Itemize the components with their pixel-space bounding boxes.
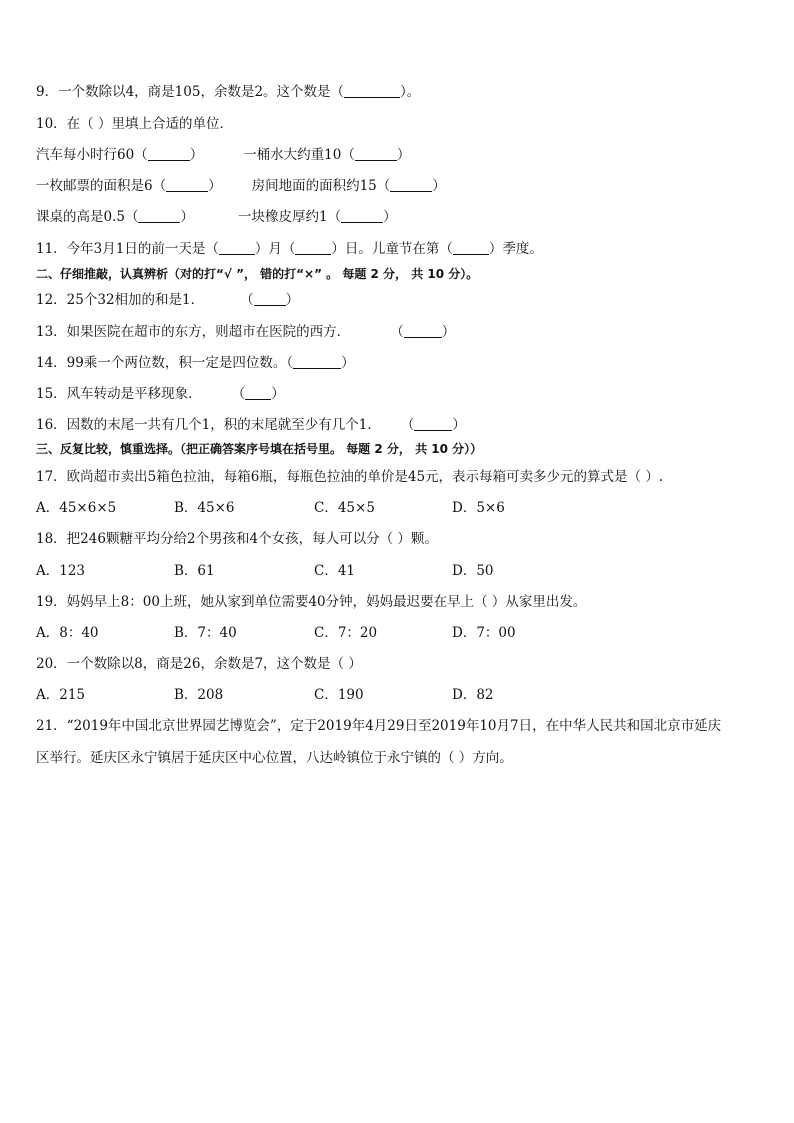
option-c[interactable]: C．45×5	[314, 500, 375, 516]
question-21-line-1: 21．“2019年中国北京世界园艺博览会”，定于2019年4月29日至2019年10月7日，在中华人民共和国北京市延庆	[36, 718, 722, 734]
option-a[interactable]: A．45×6×5	[36, 500, 117, 516]
answer-blank[interactable]	[254, 291, 286, 306]
question-16: 16．因数的末尾一共有几个1，积的末尾就至少有几个1． （ ）	[36, 417, 466, 433]
question-18: 18．把246颗糖平均分给2个男孩和4个女孩，每人可以分（ ）颗。	[36, 531, 438, 547]
question-13: 13．如果医院在超市的东方，则超市在医院的西方． （ ）	[36, 324, 456, 340]
question-15: 15．风车转动是平移现象． （ ）	[36, 386, 285, 402]
answer-blank[interactable]	[166, 177, 208, 192]
answer-blank[interactable]	[453, 240, 489, 255]
question-19: 19．妈妈早上8：00上班，她从家到单位需要40分钟，妈妈最迟要在早上（ ）从家里出发。	[36, 594, 587, 610]
answer-blank[interactable]	[414, 416, 452, 431]
question-10: 10．在（ ）里填上合适的单位．	[36, 116, 233, 132]
question-17: 17．欧尚超市卖出5箱色拉油，每箱6瓶，每瓶色拉油的单价是45元，表示每箱可卖多少元的算式是（ ）.	[36, 469, 664, 485]
option-d[interactable]: D．50	[452, 563, 494, 579]
answer-blank[interactable]	[355, 146, 397, 161]
question-10-row-1: 汽车每小时行60（ ） 一桶水大约重10（ ）	[36, 147, 411, 163]
question-14: 14．99乘一个两位数，积一定是四位数。（ ）	[36, 355, 355, 371]
question-20: 20．一个数除以8，商是26，余数是7，这个数是（ ）	[36, 656, 362, 672]
option-d[interactable]: D．7：00	[452, 625, 516, 641]
answer-blank[interactable]	[138, 208, 180, 223]
option-b[interactable]: B．208	[174, 687, 224, 703]
section-3-heading: 三、反复比较，慎重选择。（把正确答案序号填在括号里。 每题 2 分， 共 10 分））	[36, 442, 483, 456]
option-c[interactable]: C．7：20	[314, 625, 378, 641]
section-2-heading: 二、仔细推敲，认真辨析（对的打“√ ”， 错的打“×” 。 每题 2 分， 共 10 分）。	[36, 267, 479, 281]
option-c[interactable]: C．190	[314, 687, 364, 703]
answer-blank[interactable]	[148, 146, 190, 161]
answer-blank[interactable]	[404, 323, 442, 338]
option-b[interactable]: B．7：40	[174, 625, 237, 641]
answer-blank[interactable]	[245, 385, 271, 400]
option-b[interactable]: B．61	[174, 563, 215, 579]
option-d[interactable]: D．5×6	[452, 500, 505, 516]
question-10-row-2: 一枚邮票的面积是6（ ） 房间地面的面积约15（ ）	[36, 178, 446, 194]
answer-blank[interactable]	[390, 177, 432, 192]
answer-blank[interactable]	[293, 354, 341, 369]
option-a[interactable]: A．123	[36, 563, 86, 579]
question-9: 9．一个数除以4，商是105，余数是2。这个数是（ ）。	[36, 84, 421, 100]
question-12: 12．25个32相加的和是1． （ ）	[36, 292, 300, 308]
option-c[interactable]: C．41	[314, 563, 356, 579]
option-a[interactable]: A．8：40	[36, 625, 99, 641]
question-11: 11．今年3月1日的前一天是（ ）月（ ）日。儿童节在第（ ）季度。	[36, 241, 543, 257]
question-21-line-2: 区举行。延庆区永宁镇居于延庆区中心位置，八达岭镇位于永宁镇的（ ）方向。	[36, 750, 513, 766]
answer-blank[interactable]	[219, 240, 255, 255]
answer-blank[interactable]	[295, 240, 331, 255]
option-b[interactable]: B．45×6	[174, 500, 235, 516]
answer-blank[interactable]	[341, 208, 383, 223]
option-a[interactable]: A．215	[36, 687, 86, 703]
option-d[interactable]: D．82	[452, 687, 494, 703]
answer-blank[interactable]	[344, 83, 400, 98]
question-10-row-3: 课桌的高是0.5（ ） 一块橡皮厚约1（ ）	[36, 209, 397, 225]
